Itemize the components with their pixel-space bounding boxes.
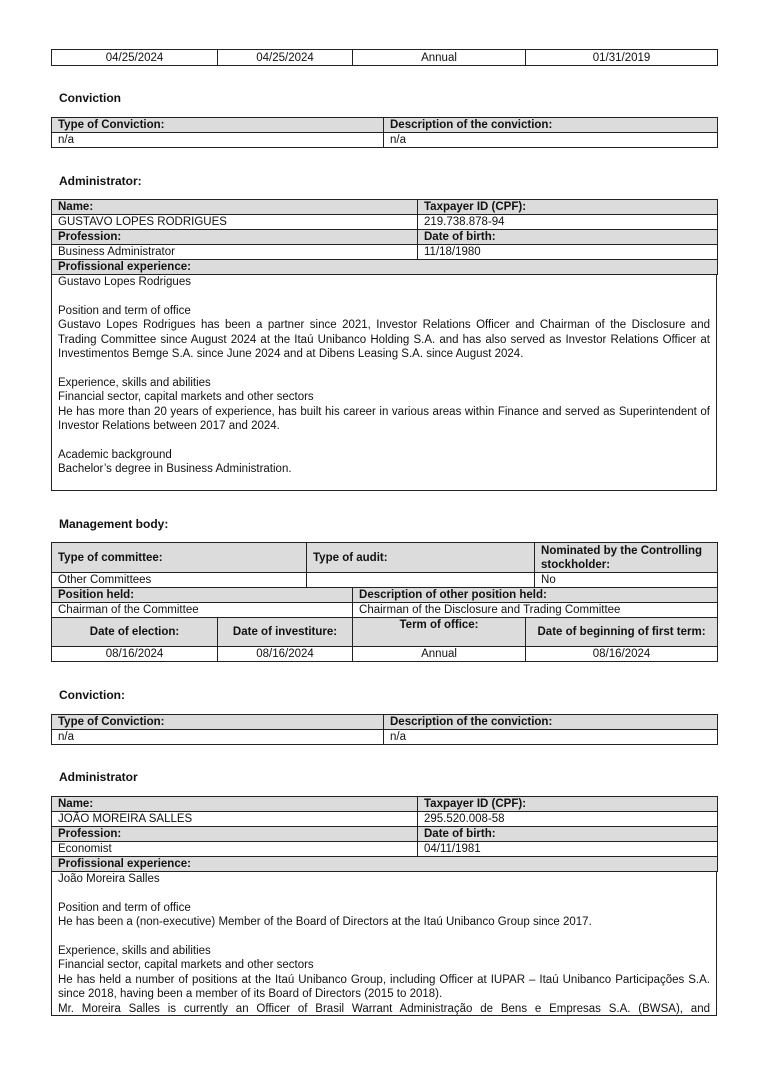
- dob-value: 11/18/1980: [418, 245, 718, 260]
- term-cell: Annual: [353, 50, 526, 66]
- other-position-label: Description of other position held:: [353, 588, 718, 603]
- position-text: Gustavo Lopes Rodrigues has been a partner since 2021, Investor Relations Officer and Chairman of the Disclosure and Trading Committee since August 2024 at the Itaú Unibanco Holding S.A. and has also served as Investor Relations Officer at Investimentos Bemge S.A. since June 2024 and at Dibens Leasing S.A. since August 2024.: [58, 319, 710, 361]
- conviction-table-2: [51, 714, 718, 745]
- conviction-desc-value: n/a: [384, 133, 718, 148]
- dob-label: Date of birth:: [418, 827, 718, 842]
- position-held-value: Chairman of the Committee: [52, 603, 353, 618]
- administrator-heading-2: Administrator: [59, 770, 138, 784]
- conviction-desc-value: n/a: [384, 730, 718, 745]
- position-held-label: Position held:: [52, 588, 353, 603]
- profession-value: Business Administrator: [52, 245, 418, 260]
- cpf-value: 219.738.878-94: [418, 215, 718, 230]
- position-title: Position and term of office: [58, 304, 191, 317]
- position-title: Position and term of office: [58, 901, 191, 914]
- other-position-value: Chairman of the Disclosure and Trading Committee: [353, 603, 718, 618]
- experience-box-2: [51, 871, 717, 1016]
- previous-term-row-table: [51, 49, 718, 66]
- investiture-date-cell: 04/25/2024: [218, 50, 353, 66]
- dob-value: 04/11/1981: [418, 842, 718, 857]
- nominated-value: No: [535, 573, 718, 588]
- first-term-value: 08/16/2024: [526, 647, 718, 662]
- administrator-table: [51, 199, 718, 275]
- sector-text: Financial sector, capital markets and other sectors: [58, 959, 314, 972]
- conviction-type-value: n/a: [52, 730, 384, 745]
- investiture-date-label: Date of investiture:: [218, 618, 353, 647]
- cpf-value: 295.520.008-58: [418, 812, 718, 827]
- dob-label: Date of birth:: [418, 230, 718, 245]
- conviction-desc-label: Description of the conviction:: [384, 118, 718, 133]
- sector-text: Financial sector, capital markets and other sectors: [58, 391, 314, 404]
- profession-label: Profession:: [52, 230, 418, 245]
- administrator-table-2: [51, 796, 718, 872]
- term-label: Term of office:: [353, 618, 526, 647]
- cpf-label: Taxpayer ID (CPF):: [418, 200, 718, 215]
- experience-person-name: João Moreira Salles: [58, 873, 160, 885]
- academic-text: Bachelor’s degree in Business Administration.: [58, 463, 292, 476]
- election-date-value: 08/16/2024: [52, 647, 218, 662]
- experience-label: Profissional experience:: [52, 260, 718, 275]
- name-label: Name:: [52, 797, 418, 812]
- experience-title: Experience, skills and abilities: [58, 945, 211, 957]
- conviction-type-value: n/a: [52, 133, 384, 148]
- conviction-desc-label: Description of the conviction:: [384, 715, 718, 730]
- term-value: Annual: [353, 647, 526, 662]
- academic-title: Academic background: [58, 448, 172, 461]
- investiture-date-value: 08/16/2024: [218, 647, 353, 662]
- conviction-type-label: Type of Conviction:: [52, 118, 384, 133]
- experience-text: He has more than 20 years of experience, has built his career in various areas within Finance and served as Superintendent of Investor Relations between 2017 and 2024.: [58, 405, 710, 433]
- name-value: GUSTAVO LOPES RODRIGUES: [52, 215, 418, 230]
- position-text: He has been a (non-executive) Member of the Board of Directors at the Itaú Unibanco Group since 2017.: [58, 916, 592, 929]
- committee-type-label: Type of committee:: [52, 543, 307, 573]
- management-table: [51, 542, 718, 662]
- election-date-label: Date of election:: [52, 618, 218, 647]
- conviction-heading-2: Conviction:: [59, 688, 125, 702]
- management-heading: Management body:: [59, 517, 169, 531]
- experience-text: He has held a number of positions at the Itaú Unibanco Group, including Officer at IUPAR – Itaú Unibanco Participações S.A. since 2018, having been a member of its Board of Directors (2015 to 2018).: [58, 973, 710, 1001]
- experience-person-name: Gustavo Lopes Rodrigues: [58, 276, 191, 288]
- committee-type-value: Other Committees: [52, 573, 307, 588]
- election-date-cell: 04/25/2024: [52, 50, 218, 66]
- first-term-date-cell: 01/31/2019: [526, 50, 718, 66]
- audit-type-value: [307, 573, 535, 588]
- conviction-table: [51, 117, 718, 148]
- conviction-type-label: Type of Conviction:: [52, 715, 384, 730]
- nominated-label: Nominated by the Controlling stockholder:: [535, 543, 718, 573]
- first-term-label: Date of beginning of first term:: [526, 618, 718, 647]
- administrator-heading: Administrator:: [59, 174, 142, 188]
- audit-type-label: Type of audit:: [307, 543, 535, 573]
- experience-box: [51, 274, 717, 491]
- conviction-heading: Conviction: [59, 91, 121, 105]
- experience-text-continued: Mr. Moreira Salles is currently an Officer of Brasil Warrant Administração de Bens e Empresas S.A. (BWSA), and: [58, 1002, 710, 1015]
- cpf-label: Taxpayer ID (CPF):: [418, 797, 718, 812]
- experience-label: Profissional experience:: [52, 857, 718, 872]
- name-value: JOÃO MOREIRA SALLES: [52, 812, 418, 827]
- profession-value: Economist: [52, 842, 418, 857]
- experience-title: Experience, skills and abilities: [58, 376, 211, 389]
- name-label: Name:: [52, 200, 418, 215]
- profession-label: Profession:: [52, 827, 418, 842]
